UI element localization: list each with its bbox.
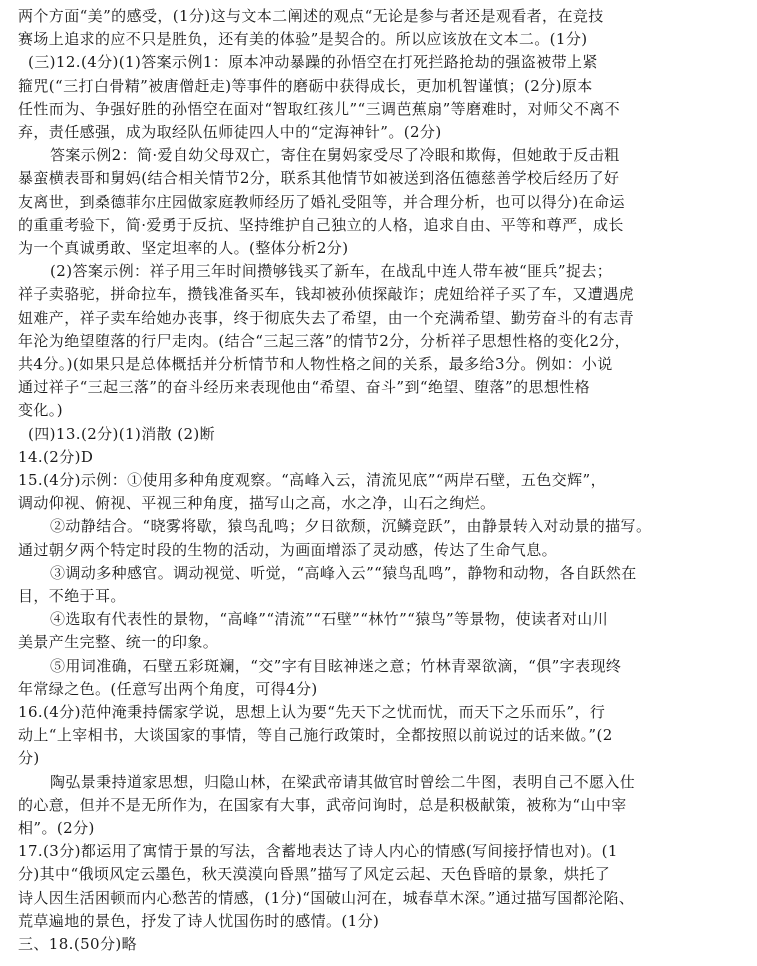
text-line: 祥子卖骆驼，拼命拉车，攒钱准备买车，钱却被孙侦探敲诈；虎妞给祥子买了车，又遭遇虎 xyxy=(18,285,635,304)
text-line: 荒草遍地的景色，抒发了诗人忧国伤时的感情。(1分) xyxy=(18,911,380,930)
text-line: 变化。) xyxy=(18,401,63,420)
text-line: 暴蛮横表哥和舅妈(结合相关情节2分，联系其他情节如被送到洛伍德慈善学校后经历了好 xyxy=(18,169,620,188)
text-line: 目，不绝于耳。 xyxy=(18,587,126,605)
text-line: 分) xyxy=(18,749,40,768)
text-line: 为一个真诚勇敢、坚定坦率的人。(整体分析2分) xyxy=(18,239,349,257)
text-line: 的重重考验下，简·爱勇于反抗、坚持维护自己独立的人格，追求自由、平等和尊严，成长 xyxy=(18,215,624,234)
text-line: 的心意，但并不是无所作为，在国家有大事，武帝问询时，总是积极献策，被称为“山中宰 xyxy=(18,795,627,814)
text-line: 14.(2分)D xyxy=(18,447,94,466)
text-line: 年常绿之色。(任意写出两个角度，可得4分) xyxy=(18,679,318,698)
text-line: 调动仰视、俯视、平视三种角度，描写山之高，水之净，山石之绚烂。 xyxy=(18,494,496,513)
text-line: 通过祥子“三起三落”的奋斗经历来表现他由“希望、奋斗”到“绝望、堕落”的思想性格 xyxy=(18,378,591,397)
text-line: 答案示例2：简·爱自幼父母双亡，寄住在舅妈家受尽了冷眼和欺侮，但她敢于反击粗 xyxy=(50,146,620,165)
text-line: ⑤用词准确，石壁五彩斑斓，“交”字有目眩神迷之意；竹林青翠欲滴，“俱”字表现终 xyxy=(50,656,622,675)
text-line: 箍咒(“三打白骨精”被唐僧赶走)等事件的磨砺中获得成长，更加机智谨慎；(2分)原本 xyxy=(18,76,593,95)
text-line: 妞难产，祥子卖车给她办丧事，终于彻底失去了希望，由一个充满希望、勤劳奋斗的有志青 xyxy=(18,308,635,327)
text-line: 诗人因生活困顿而内心愁苦的情感，(1分)“国破山河在，城春草木深。”通过描写国都沦陷、 xyxy=(18,888,635,907)
text-line: 赛场上追求的应不只是胜负，还有美的体验”是契合的。所以应该放在文本二。(1分) xyxy=(18,30,588,49)
text-line: ④选取有代表性的景物，“高峰”“清流”“石壁”“林竹”“猿鸟”等景物，使读者对山川 xyxy=(50,610,609,629)
text-line: 通过朝夕两个特定时段的生物的活动，为画面增添了灵动感，传达了生命气息。 xyxy=(18,540,558,559)
text-line: 任性而为、争强好胜的孙悟空在面对“智取红孩儿”“三调芭蕉扇”等磨难时，对师父不离不 xyxy=(18,99,621,118)
text-line: 陶弘景秉持道家思想，归隐山林，在梁武帝请其做官时曾绘二牛图，表明自己不愿入仕 xyxy=(50,772,636,791)
text-line: ③调动多种感官。调动视觉、听觉，“高峰入云”“猿鸟乱鸣”，静物和动物，各自跃然在 xyxy=(50,563,637,582)
text-line: 美景产生完整、统一的印象。 xyxy=(18,633,219,652)
text-line: (四)13.(2分)(1)消散 (2)断 xyxy=(28,424,216,443)
text-line: 相”。(2分) xyxy=(18,819,95,837)
text-line: 三、18.(50分)略 xyxy=(18,935,138,953)
text-line: 共4分。)(如果只是总体概括并分析情节和人物性格之间的关系，最多给3分。例如：小说 xyxy=(18,355,613,373)
text-line: 年沦为绝望堕落的行尸走肉。(结合“三起三落”的情节2分，分析祥子思想性格的变化2分， xyxy=(18,331,631,350)
text-line: 动上“上宰相书，大谈国家的事情，等自己施行政策时，全都按照以前说过的话来做。”(2 xyxy=(18,726,613,745)
text-line: (2)答案示例：祥子用三年时间攒够钱买了新车，在战乱中连人带车被“匪兵”捉去； xyxy=(50,262,613,281)
text-line: ②动静结合。“晓雾将歇，猿鸟乱鸣；夕日欲颓，沉鳞竞跃”，由静景转入对动景的描写。 xyxy=(50,517,652,536)
text-line: 16.(4分)范仲淹秉持儒家学说，思想上认为要“先天下之忧而忧，而天下之乐而乐”，行 xyxy=(18,703,606,721)
text-line: 弃，责任感强，成为取经队伍师徒四人中的“定海神针”。(2分) xyxy=(18,123,442,141)
text-line: 两个方面“美”的感受，(1分)这与文本二阐述的观点“无论是参与者还是观看者，在竞技 xyxy=(18,7,604,25)
text-line: 分)其中“俄顷风定云墨色，秋天漠漠向昏黑”描写了风定云起、天色昏暗的景象，烘托了 xyxy=(18,865,611,884)
text-line: 友离世，到桑德菲尔庄园做家庭教师经历了婚礼受阻等，并合理分析，也可以得分)在命运 xyxy=(18,192,625,211)
text-line: 15.(4分)示例：①使用多种角度观察。“高峰入云，清流见底”“两岸石壁，五色交辉”， xyxy=(18,471,606,489)
text-line: 17.(3分)都运用了寓情于景的写法，含蓄地表达了诗人内心的情感(写间接抒情也对)。(1 xyxy=(18,842,618,861)
text-line: (三)12.(4分)(1)答案示例1：原本冲动暴躁的孙悟空在打死拦路抢劫的强盗被带上紧 xyxy=(28,53,598,72)
